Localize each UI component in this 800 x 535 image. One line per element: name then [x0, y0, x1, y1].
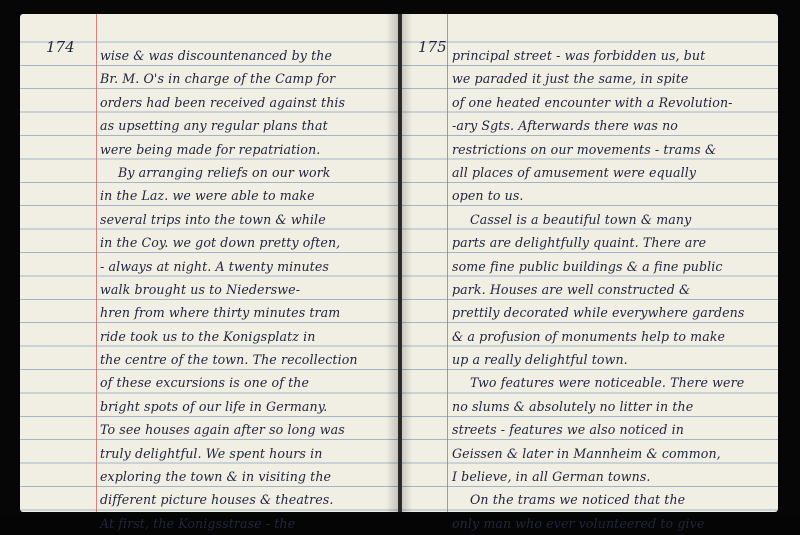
handwritten-line: -ary Sgts. Afterwards there was no — [452, 118, 678, 134]
handwritten-line: walk brought us to Niederswe- — [100, 281, 301, 297]
handwritten-line: orders had been received against this — [100, 94, 346, 110]
handwritten-line: Cassel is a beautiful town & many — [470, 211, 692, 227]
handwritten-line: park. Houses are well constructed & — [452, 281, 691, 297]
handwritten-line: open to us. — [452, 188, 524, 204]
handwritten-line: truly delightful. We spent hours in — [100, 445, 323, 461]
right-page-number: 175 — [418, 38, 447, 56]
handwritten-line: To see houses again after so long was — [100, 422, 345, 438]
handwritten-line: Two features were noticeable. There were — [470, 375, 745, 391]
handwritten-line: all places of amusement were equally — [452, 164, 697, 180]
handwritten-line: the centre of the town. The recollection — [100, 352, 358, 368]
handwritten-line: as upsetting any regular plans that — [100, 118, 328, 134]
right-page — [402, 14, 778, 531]
handwritten-line: - always at night. A twenty minutes — [100, 258, 329, 274]
handwritten-line: only man who ever volunteered to give — [452, 515, 705, 531]
handwritten-line: up a really delightful town. — [452, 352, 628, 368]
handwritten-line: On the trams we noticed that the — [470, 492, 686, 508]
handwritten-line: of one heated encounter with a Revolution- — [452, 94, 733, 110]
handwritten-line: no slums & absolutely no litter in the — [452, 398, 694, 414]
handwritten-line: prettily decorated while everywhere gardens — [452, 305, 745, 321]
handwritten-line: streets - features we also noticed in — [452, 422, 684, 438]
handwritten-line: I believe, in all German towns. — [452, 469, 651, 485]
handwritten-line: in the Coy. we got down pretty often, — [100, 235, 341, 251]
handwritten-line: ride took us to the Konigsplatz in — [100, 328, 316, 344]
handwritten-line: Geissen & later in Mannheim & common, — [452, 445, 721, 461]
right-page-text — [452, 44, 774, 535]
handwritten-line: some fine public buildings & a fine public — [452, 258, 723, 274]
handwritten-line: parts are delightfully quaint. There are — [452, 235, 707, 251]
right-margin-rule — [447, 14, 448, 512]
handwritten-line: different picture houses & theatres. — [100, 492, 334, 508]
handwritten-line: of these excursions is one of the — [100, 375, 309, 391]
handwritten-line: several trips into the town & while — [100, 211, 326, 227]
left-margin-rule — [96, 14, 97, 512]
handwritten-line: restrictions on our movements - trams & — [452, 141, 717, 157]
handwritten-line: we paraded it just the same, in spite — [452, 71, 689, 87]
handwritten-line: At first, the Konigsstrase - the — [100, 515, 296, 531]
left-page-text — [100, 44, 396, 535]
handwritten-line: in the Laz. we were able to make — [100, 188, 315, 204]
handwritten-line: were being made for repatriation. — [100, 141, 321, 157]
handwritten-line: By arranging reliefs on our work — [118, 164, 331, 180]
left-page — [20, 14, 398, 531]
left-page-number: 174 — [46, 38, 75, 56]
handwritten-line: & a profusion of monuments help to make — [452, 328, 726, 344]
handwritten-line: hren from where thirty minutes tram — [100, 305, 341, 321]
handwritten-line: exploring the town & in visiting the — [100, 469, 332, 485]
handwritten-line: Br. M. O's in charge of the Camp for — [100, 71, 336, 87]
handwritten-line: bright spots of our life in Germany. — [100, 398, 328, 414]
handwritten-line: principal street - was forbidden us, but — [452, 48, 706, 63]
handwritten-line: wise & was discountenanced by the — [100, 48, 333, 63]
